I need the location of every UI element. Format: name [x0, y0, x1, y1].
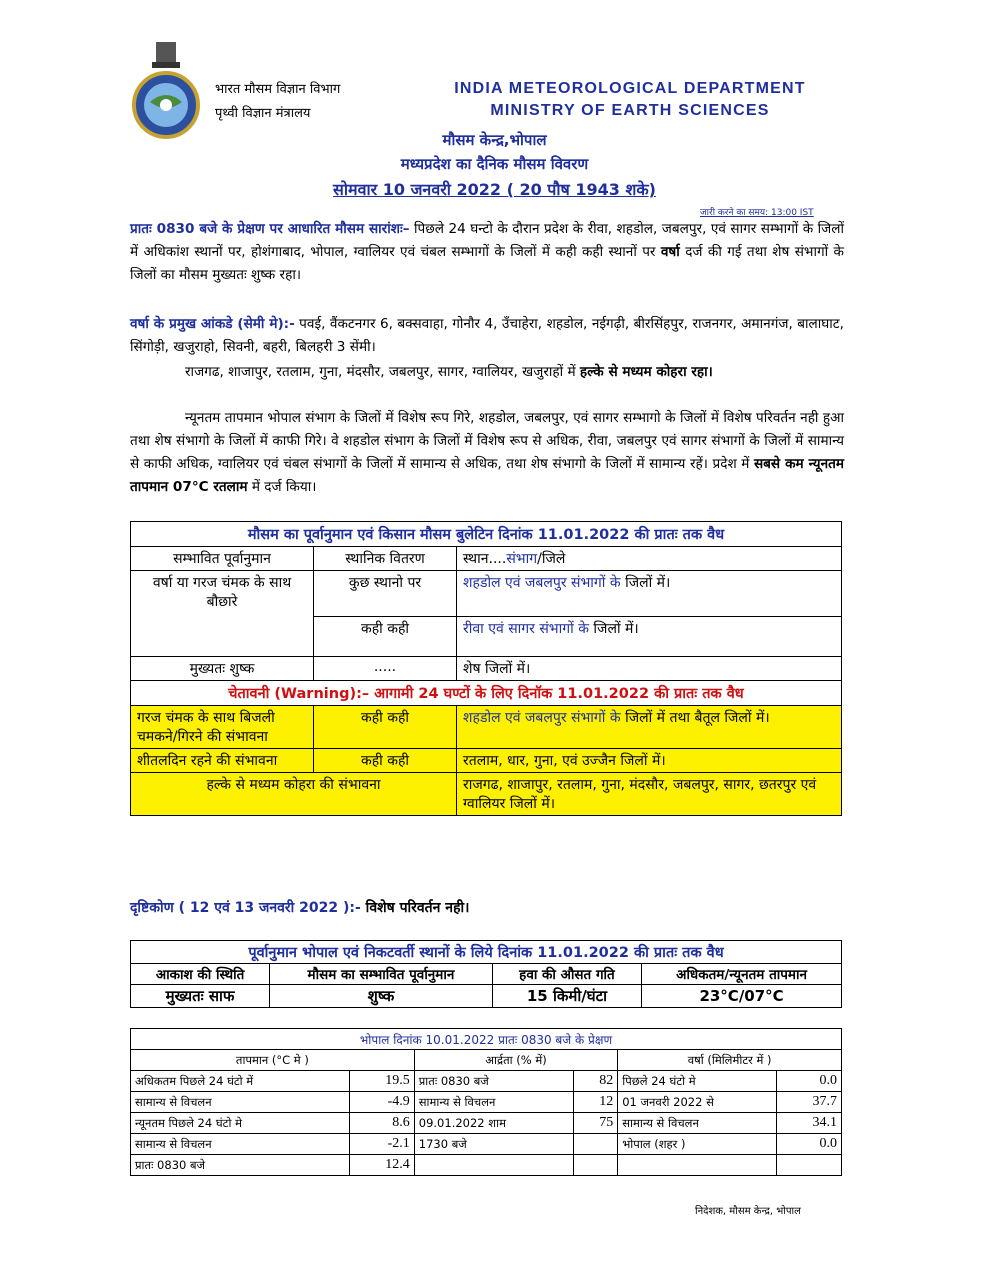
ministry-english-name: MINISTRY OF EARTH SCIENCES [490, 102, 770, 119]
warn-thunder-place [457, 706, 842, 749]
obs-temp-label: अधिकतम पिछले 24 घंटो में [131, 1071, 350, 1092]
obs-humidity-value: 12 [573, 1092, 617, 1113]
warn-fog-label: हल्के से मध्यम कोहरा की संभावना [131, 773, 457, 816]
center-name: मौसम केन्द्र,भोपाल [442, 131, 547, 149]
bhopal-sky-value: मुख्यतः साफ [131, 985, 270, 1008]
rain-data-label: वर्षा के प्रमुख आंकडे (सेमी मे):- [130, 316, 295, 332]
obs-temp-label: प्रातः 0830 बजे [131, 1155, 350, 1176]
obs-temp-label: सामान्य से विचलन [131, 1092, 350, 1113]
warn-thunder-place-black: जिलों में तथा बैतूल जिलों में। [620, 710, 770, 726]
obs-rain-label [618, 1155, 777, 1176]
obs-temp-value: 12.4 [350, 1155, 415, 1176]
warn-thunder-place-blue: शहडोल एवं जबलपुर संभागों के [463, 710, 621, 726]
row-dry-place: शेष जिलों में। [457, 657, 842, 681]
dept-english-name: INDIA METEOROLOGICAL DEPARTMENT [454, 80, 806, 97]
imd-emblem-logo [128, 40, 204, 140]
col-place [457, 547, 842, 571]
obs-rain-header: वर्षा (मिलिमीटर में ) [618, 1050, 842, 1071]
row-rain2-place-blue: रीवा एवं सागर संभागों के [463, 621, 589, 637]
obs-humidity-label: 1730 बजे [414, 1134, 573, 1155]
forecast-heading: मौसम का पूर्वानुमान एवं किसान मौसम बुलेटिन दिनांक 11.01.2022 की प्रातः तक वैध [131, 522, 842, 547]
obs-temp-header: तापमान (°C मे ) [131, 1050, 415, 1071]
obs-rain-value: 0.0 [777, 1134, 842, 1155]
obs-humidity-value [573, 1155, 617, 1176]
report-date: सोमवार 10 जनवरी 2022 ( 20 पौष 1943 शके) [333, 180, 656, 199]
obs-humidity-label: प्रातः 0830 बजे [414, 1071, 573, 1092]
obs-humidity-value: 82 [573, 1071, 617, 1092]
fog-text: राजगढ, शाजापुर, रतलाम, गुना, मंदसौर, जबलपुर, सागर, ग्वालियर, खजुराहों में [185, 364, 580, 380]
obs-row [131, 1092, 842, 1113]
row-rain-place [457, 571, 842, 617]
bhopal-wind-header: हवा की औसत गति [492, 964, 641, 985]
warn-cold-distribution: कही कही [314, 749, 457, 773]
warning-heading: चेतावनी (Warning):– आगामी 24 घण्टों के लिए दिनॉक 11.01.2022 की प्रातः तक वैध [131, 681, 842, 706]
temp-text: न्यूनतम तापमान भोपाल संभाग के जिलों में विशेष रूप गिरे, शहडोल, जबलपुर, एवं सागर सम्भागो के जिलों में विशेष परिवर्तन नही हुआ तथा शेष संभागो के जिलों में काफी गिरे। वे शहडोल संभाग के जिलों में विशेष रूप से अधिक, रीवा, जबलपुर एवं सागर संभागों के जिलों में सामान्य से काफी अधिक, ग्वालियर एवं चंबल संभागों के जिलों में सामान्य से अधिक, तथा शेष संभागो के जिलों में सामान्य रहें। प्रदेश में [130, 410, 844, 472]
obs-rain-value: 37.7 [777, 1092, 842, 1113]
obs-heading: भोपाल दिनांक 10.01.2022 प्रातः 0830 बजे के प्रेक्षण [131, 1029, 842, 1050]
fog-paragraph [130, 361, 844, 384]
row-rain-distribution: कुछ स्थानो पर [314, 571, 457, 617]
col-place-prefix: स्थान.... [463, 551, 507, 567]
summary-text-a: पिछले 24 घन्टो के दौरान प्रदेश के रीवा, शहडोल, जबलपुर, एवं सागर सम्भागों के जिलों में अधिकांश स्थानों पर, होशंगाबाद, भोपाल, ग्वालियर एवं चंबल सम्भागों के जिलों में कही कही स्थानों पर [130, 221, 844, 260]
col-place-division: संभाग [506, 551, 538, 567]
fog-bold: हल्के से मध्यम कोहरा रहा। [579, 364, 713, 380]
row-rain2-place-black: जिलों में। [588, 621, 639, 637]
observation-table [130, 1028, 842, 1176]
obs-rain-label: भोपाल (शहर ) [618, 1134, 777, 1155]
temperature-paragraph [130, 407, 844, 499]
obs-temp-value: 19.5 [350, 1071, 415, 1092]
temp-tail: में दर्ज किया। [247, 479, 317, 495]
warn-thunder-distribution: कही कही [314, 706, 457, 749]
obs-row [131, 1071, 842, 1092]
dept-hindi-name: भारत मौसम विज्ञान विभाग [215, 82, 341, 97]
row-dry-distribution: ..... [314, 657, 457, 681]
obs-rain-value: 0.0 [777, 1071, 842, 1092]
summary-bold-word: वर्षा [660, 244, 680, 260]
obs-row [131, 1134, 842, 1155]
bhopal-sky-header: आकाश की स्थिति [131, 964, 270, 985]
obs-temp-value: -4.9 [350, 1092, 415, 1113]
obs-temp-value: -2.1 [350, 1134, 415, 1155]
outlook [130, 898, 469, 917]
issue-time: जारी करने का समय: 13:00 IST [700, 208, 814, 218]
obs-temp-label: सामान्य से विचलन [131, 1134, 350, 1155]
obs-humidity-label [414, 1155, 573, 1176]
row-rain-place-blue: शहडोल एवं जबलपुर संभागों के [463, 575, 621, 591]
obs-humidity-label: सामान्य से विचलन [414, 1092, 573, 1113]
summary-paragraph [130, 218, 844, 287]
row-rain2-place [457, 617, 842, 657]
bhopal-forecast-table [130, 940, 842, 1008]
temp-bold: सबसे कम न्यूनतम तापमान 07°C रतलाम [130, 456, 844, 495]
col-place-suffix: /जिले [537, 551, 566, 567]
rain-data-text: पवई, वैंकटनगर 6, बक्सवाहा, गोनौर 4, उँचाहेरा, शहडोल, नईगढ़ी, बीरसिंहपुर, राजनगर, अमानगंज, बालाघाट, सिंगोड़ी, खजुराहो, सिवनी, बहरी, बिलहरी 3 सेंमी। [130, 316, 844, 355]
rain-data-paragraph [130, 313, 844, 359]
bhopal-forecast-heading: पूर्वानुमान भोपाल एवं निकटवर्ती स्थानों के लिये दिनांक 11.01.2022 की प्रातः तक वैध [131, 941, 842, 964]
obs-humidity-value: 75 [573, 1113, 617, 1134]
row-rain2-distribution: कही कही [314, 617, 457, 657]
obs-rain-value [777, 1155, 842, 1176]
outlook-text: विशेष परिवर्तन नही। [360, 900, 470, 916]
obs-humidity-header: आर्द्रता (% में) [414, 1050, 617, 1071]
forecast-table [130, 521, 842, 816]
warn-fog-place: राजगढ, शाजापुर, रतलाम, गुना, मंदसौर, जबलपुर, सागर, छतरपुर एवं ग्वालियर जिलों में। [457, 773, 842, 816]
obs-row [131, 1155, 842, 1176]
obs-humidity-label: 09.01.2022 शाम [414, 1113, 573, 1134]
obs-rain-label: सामान्य से विचलन [618, 1113, 777, 1134]
ministry-hindi-name: पृथ्वी विज्ञान मंत्रालय [215, 106, 311, 121]
bhopal-weather-header: मौसम का सम्भावित पूर्वानुमान [270, 964, 493, 985]
obs-rain-label: पिछले 24 घंटो मे [618, 1071, 777, 1092]
outlook-label: दृष्टिकोण ( 12 एवं 13 जनवरी 2022 ):- [130, 900, 361, 916]
bhopal-temp-value: 23°C/07°C [642, 985, 842, 1008]
obs-row [131, 1113, 842, 1134]
obs-rain-value: 34.1 [777, 1113, 842, 1134]
obs-temp-value: 8.6 [350, 1113, 415, 1134]
summary-text-b: दर्ज की गई तथा शेष संभागों के जिलों का मौसम मुख्यतः शुष्क रहा। [130, 244, 844, 283]
row-rain-label: वर्षा या गरज चंमक के साथ बौछारे [131, 571, 314, 657]
warn-cold-place: रतलाम, धार, गुना, एवं उज्जैन जिलों में। [457, 749, 842, 773]
obs-temp-label: न्यूनतम पिछले 24 घंटो मे [131, 1113, 350, 1134]
report-subtitle: मध्यप्रदेश का दैनिक मौसम विवरण [400, 155, 589, 173]
col-spatial-distribution: स्थानिक वितरण [314, 547, 457, 571]
warn-thunder-label: गरज चंमक के साथ बिजली चमकने/गिरने की संभावना [131, 706, 314, 749]
summary-label: प्रातः 0830 बजे के प्रेक्षण पर आधारित मौसम सारांशः– [130, 221, 410, 237]
obs-humidity-value [573, 1134, 617, 1155]
bhopal-temp-header: अधिकतम/न्यूनतम तापमान [642, 964, 842, 985]
bhopal-wind-value: 15 किमी/घंटा [492, 985, 641, 1008]
col-expected-forecast: सम्भावित पूर्वानुमान [131, 547, 314, 571]
footer-signature: निदेशक, मौसम केन्द्र, भोपाल [695, 1206, 801, 1217]
obs-rain-label: 01 जनवरी 2022 से [618, 1092, 777, 1113]
row-rain-place-black: जिलों में। [620, 575, 671, 591]
bhopal-weather-value: शुष्क [270, 985, 493, 1008]
row-dry-label: मुख्यतः शुष्क [131, 657, 314, 681]
warn-cold-label: शीतलदिन रहने की संभावना [131, 749, 314, 773]
